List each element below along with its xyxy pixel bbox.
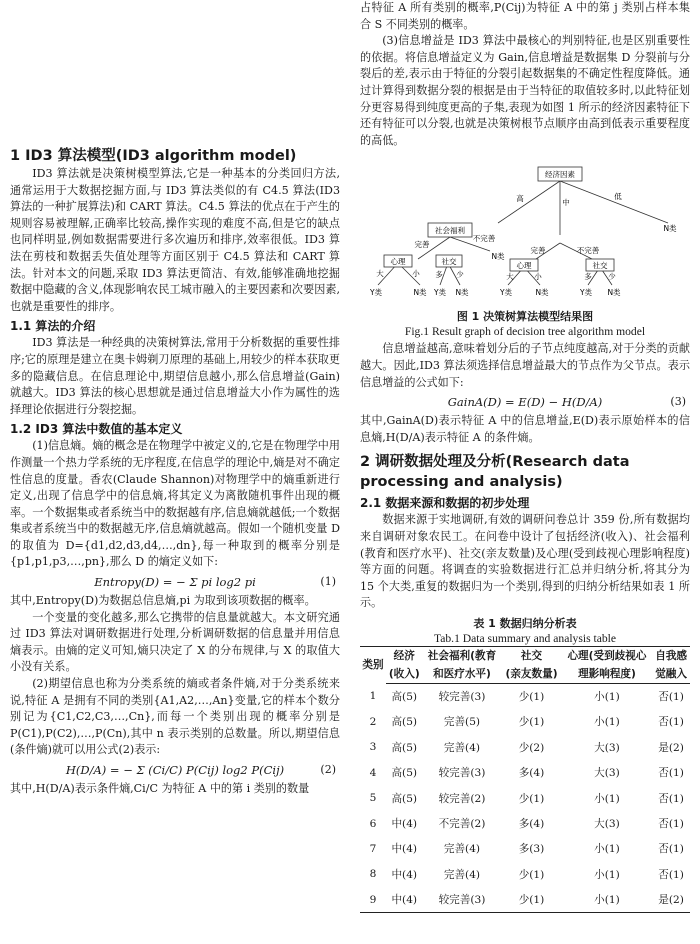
equation-1-text: Entropy(D) = − Σ pi log2 pi [94,575,256,590]
tree-social-mid-edge-few: 少 [608,272,616,282]
equation-3-text: GainA(D) = E(D) − H(D/A) [447,395,603,410]
table-cell: 1 [369,690,377,703]
table-cell: 6 [369,817,377,830]
table-row [360,862,690,887]
table-cell: 少(1) [518,792,545,805]
table-cell: 是(2) [658,741,684,754]
table-cell: 否(1) [658,767,684,780]
equation-1 [10,574,340,590]
tree-welfare-edge-complete: 完善 [414,240,430,250]
table-header: 经济 [386,646,423,665]
table-cell: 高(5) [391,767,418,780]
table-cell: 高(5) [391,792,418,805]
table-title-en: Tab.1 Data summary and analysis table [433,631,617,645]
table-cell: 否(1) [658,792,684,805]
tree-leaf: Y类 [369,288,383,298]
table-cell: 少(1) [501,887,561,913]
table-header: 觉融入 [652,665,690,684]
tree-root-node: 经济因素 [545,170,575,180]
right-column [360,0,690,913]
table-row [360,735,690,760]
table-header-row-2 [360,665,690,684]
equation-1-number: (1) [320,575,336,589]
equation-3-number: (3) [670,395,686,409]
table-row [360,709,690,734]
tree-edge-mid: 中 [562,198,570,208]
tree-leaf: Y类 [499,288,513,298]
table-header: 心理(受到歧视心 [562,646,653,665]
tree-leaf: N类 [607,288,621,298]
table-row [360,785,690,810]
table-cell: 少(1) [518,691,545,704]
table-row [360,836,690,861]
section-2-1-title: 2.1 数据来源和数据的初步处理 [360,496,530,511]
section-1-2-title: 1.2 ID3 算法中数值的基本定义 [10,422,183,437]
table-cell: 是(2) [652,887,690,913]
tree-welfare-edge-incomplete: 不完善 [472,234,496,244]
table-cell: 小(1) [594,868,620,881]
table-cell: 小(1) [594,843,620,856]
tree-social-mid-edge-many: 多 [584,272,592,282]
table-row [360,760,690,785]
table-cell: 大(3) [594,741,620,754]
section-1-title: 1 ID3 算法模型(ID3 algorithm model) [10,148,297,164]
table-row [360,683,690,709]
equation-3-description: 其中,GainA(D)表示特征 A 中的信息增益,E(D)表示原始样本的信息熵,H(D/A)表示特征 A 的条件熵。 [360,414,690,444]
table-cell: 完善(4) [443,843,481,856]
table-cell: 小(1) [562,887,653,913]
table-cell: 多(4) [518,818,545,831]
tree-mid-edge-complete: 完善 [530,246,546,256]
data-source-paragraph: 数据来源于实地调研,有效的调研问卷总计 359 份,所有数据均来自调研对象农民工。在问卷中设计了包括经济(收入)、社会福利(教育和医疗水平)、社交(亲友数量)及心理(受到歧视心理影响程度)等方面的问题。将调查的实验数据进行汇总并归纳分析,将其分为 15 个大类,重复的数据归为一个类别,得到的归纳分析结果如表 1 所示。 [360,513,690,610]
table-cell: 中(4) [391,843,418,856]
table-cell: 中(4) [391,868,418,881]
section-2-title: 2 调研数据处理及分析(Research data processing and analysis) [360,454,630,491]
table-cell: 少(1) [518,868,545,881]
table-header: 自我感 [652,646,690,665]
table-cell: 高(5) [391,691,418,704]
table-cell: 较完善(3) [438,691,486,704]
tree-psych-left-edge-small: 小 [412,269,420,279]
table-cell: 4 [369,766,377,779]
information-gain-paragraph: (3)信息增益是 ID3 算法中最核心的判别特征,也是区别重要性的依据。将信息增益定义为 Gain,信息增益是数据集 D 分裂前与分裂后的差,表示由于特征的分裂引起数据集的不确定性程度降低。通过计算得到数据分裂的根据是由于当特征的取值较多时,以此特征划分更容易得到纯度更高的子集,表现为如图 1 所示的经济因素特征下还有特征可以分裂,也就是决策树根节点顺序由高到低表示重要程度的高低。 [360,34,690,147]
table-header: 社会福利(教育 [423,646,502,665]
tree-leaf: Y类 [433,288,447,298]
table-header: 和医疗水平) [423,665,502,684]
figure-caption-en: Fig.1 Result graph of decision tree algorithm model [404,325,646,339]
table-cell: 否(1) [658,691,684,704]
table-cell: 否(1) [658,818,684,831]
tree-welfare-node: 社会福利 [435,226,465,236]
tree-right-leaf: N类 [663,224,677,234]
data-summary-table [360,646,690,914]
entropy-paragraph: (1)信息熵。熵的概念是在物理学中被定义的,它是在物理学中用作测量一个热力学系统的无序程度,在信息学的理论中,熵是对不确定性信息的度量。香农(Claude Shannon)对物理学中的熵重新进行定义,出现了信息学中的信息熵,将其定义为离散随机事件出现的概率。一个数据集或者系统当中的数据越有序,信息熵就越低;一个数据集或者系统当中的数据越无序,信息熵就越高。假如一个随机变量 D 的取值为 D={d1,d2,d3,d4,…,dn},每一种取到的概率分别是{p1,p1,p3,…,pn},那么 D 的熵定义如下: [10,439,340,569]
table-header: (收入) [386,665,423,684]
table-cell: 大(3) [594,818,620,831]
table-cell: 8 [369,868,377,881]
table-cell: 高(5) [391,741,418,754]
table-cell: 高(5) [391,716,418,729]
table-cell: 完善(5) [443,716,481,729]
decision-tree-diagram [360,155,690,305]
table-cell: 否(1) [658,868,684,881]
section-1-1-paragraph: ID3 算法是一种经典的决策树算法,常用于分析数据的重要性排序;它的原理是建立在奥卡姆剃刀原理的基础上,用较少的样本获取更多的隐藏信息。在信息理论中,期望信息越小,那么信息增益(Gain)就越大。ID3 算法的核心思想就是通过信息增益大小作为属性的选择理论依据进行分裂挖掘。 [10,336,340,416]
table-cell: 小(1) [594,691,620,704]
table-header-category: 类别 [360,646,386,683]
tree-psych-mid-edge-big: 大 [506,272,514,282]
table-body [360,683,690,913]
tree-social-left-node: 社交 [441,257,457,267]
tree-social-mid-node: 社交 [592,261,608,271]
table-title-cn: 表 1 数据归纳分析表 [473,616,577,630]
equation-3 [360,394,690,410]
table-cell: 完善(4) [443,868,481,881]
tree-psych-left-node: 心理 [390,257,406,267]
table-cell: 否(1) [658,843,684,856]
tree-leaf: Y类 [579,288,593,298]
table-cell: 否(1) [658,716,684,729]
tree-leaf: N类 [535,288,549,298]
tree-psych-mid-edge-small: 小 [534,272,542,282]
tree-leaf: N类 [455,288,469,298]
table-cell: 较完善(2) [438,792,486,805]
table-cell: 完善(4) [443,741,481,754]
table-header-row [360,646,690,665]
table-cell: 小(1) [594,716,620,729]
table-cell: 少(2) [518,741,545,754]
table-cell: 多(3) [518,843,545,856]
tree-social-left-edge-few: 少 [456,270,464,280]
table-cell: 多(4) [518,767,545,780]
equation-2 [10,762,340,778]
equation-2-number: (2) [320,763,336,776]
table-cell: 不完善(2) [438,818,486,831]
expected-info-paragraph: (2)期望信息也称为分类系统的熵或者条件熵,对于分类系统来说,特征 A 是拥有不同的类别{A1,A2,…,An}变量,它的样本个数分别记为{C1,C2,C3,…,Cn},而每一个类别出现的概率分别是 P(C1),P(C2),…,P(Cn),其中 n 表示类别的总数量。所以,期望信息(条件熵)就可以用公式(2)表示: [10,677,340,757]
table-cell: 2 [369,715,377,728]
tree-social-left-edge-many: 多 [435,270,443,280]
table-cell: 较完善(3) [438,767,486,780]
table-cell: 少(1) [518,716,545,729]
table-cell: 中(4) [386,887,423,913]
figure-caption-cn: 图 1 决策树算法模型结果图 [456,310,594,324]
table-cell: 大(3) [594,767,620,780]
table-header: 理影响程度) [562,665,653,684]
table-row [360,887,690,913]
table-header: 社交 [501,646,561,665]
table-cell: 中(4) [391,818,418,831]
table-header: (亲友数量) [501,665,561,684]
equation-1-description: 其中,Entropy(D)为数据总信息熵,pi 为取到该项数据的概率。 [10,594,316,608]
tree-edge-low: 低 [614,192,622,202]
decision-tree-figure [360,155,690,339]
tree-edge-high: 高 [516,194,524,204]
table-cell: 较完善(3) [423,887,502,913]
table-cell: 7 [369,842,377,855]
tree-psych-left-edge-big: 大 [376,269,384,279]
purity-paragraph: 信息增益越高,意味着划分后的子节点纯度越高,对于分类的贡献越大。因此,ID3 算法须选择信息增益最大的节点作为父节点。表示信息增益的公式如下: [360,342,690,389]
section-1-1-title: 1.1 算法的介绍 [10,319,96,334]
equation-2-text: H(D/A) = − Σ (Ci/C) P(Cij) log2 P(Cij) [65,763,285,777]
tree-leaf: N类 [413,288,427,298]
tree-mid-edge-incomplete: 不完善 [576,246,600,256]
table-cell: 5 [369,792,377,805]
table-cell: 9 [360,887,386,913]
table-cell: 3 [369,741,377,754]
variable-paragraph: 一个变量的变化越多,那么它携带的信息量就越大。本文研究通过 ID3 算法对调研数据进行处理,分析调研数据的信息量并用信息熵表示。由熵的定义可知,熵只决定了 X 的分布规律,与 X 的取值大小没有关系。 [10,610,340,674]
tree-psych-mid-node: 心理 [516,261,532,271]
tree-welfare-leaf: N类 [491,252,505,262]
table-row [360,811,690,836]
section-1-paragraph: ID3 算法就是决策树模型算法,它是一种基本的分类回归方法,通常运用于大数据挖掘方面,与 ID3 算法类似的有 C4.5 算法(ID3 算法的一种扩展算法)和 CART 算法。C4.5 算法的优点在于产生的规则容易被理解,正确率比较高,操作实现的难度不高,但是它的缺点也同样明显,例如数据需要进行多次遍历和排序,效率很低。ID3 算法在剪枝和数据丢失值处理等方面区别于 C4.5 算法和 CART 算法。针对本文的问题,采取 ID3 算法更简洁、有效,能够准确地挖掘数据中隐藏的含义,体现影响农民工城市融入的主要因素和次要因素,也就是重要性的排序。 [10,167,340,313]
left-column [10,0,340,798]
equation-2-description: 其中,H(D/A)表示条件熵,Ci/C 为特征 A 中的第 i 类别的数量 [10,782,310,795]
continued-paragraph: 占特征 A 所有类别的概率,P(Cij)为特征 A 中的第 j 类别占样本集合 S 不同类别的概率。 [360,1,690,31]
table-cell: 小(1) [594,792,620,805]
